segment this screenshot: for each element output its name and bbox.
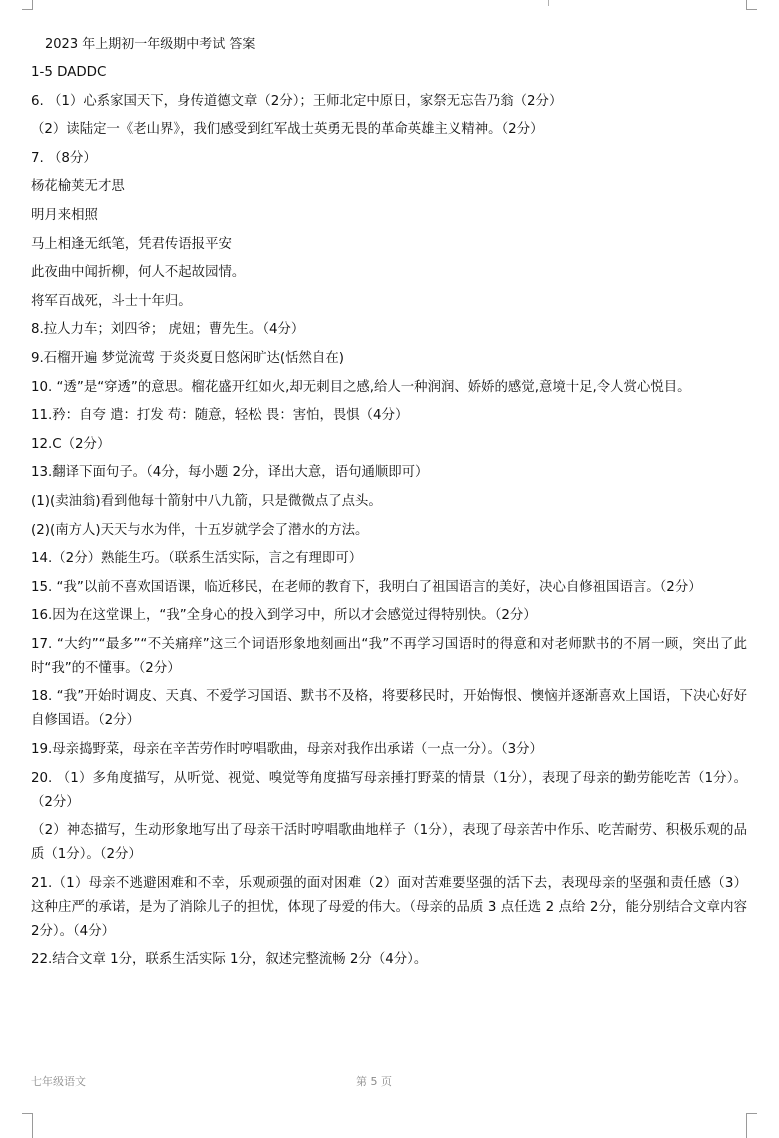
answer-line-mc: 1-5 DADDC [31, 65, 107, 80]
answer-line-21: 21.（1）母亲不逃避困难和不幸，乐观顽强的面对困难（2）面对苦难要坚强的活下去，表现母亲的坚强和责任感（3）这种庄严的承诺，是为了消除儿子的担忧，体现了母爱的伟大。（母亲的品质 3 点任选 2 点给 2分，能分别结合文章内容 2分）。（4分） [31, 875, 747, 939]
poem-line-2: 明月来相照 [31, 207, 98, 223]
answer-line-6-2: （2）读陆定一《老山界》，我们感受到红军战士英勇无畏的革命英雄主义精神。（2分） [31, 122, 544, 138]
answer-line-8: 8.拉人力车；刘四爷； 虎妞；曹先生。（4分） [31, 322, 305, 338]
answer-document [31, 33, 747, 972]
answer-line-22: 22.结合文章 1分，联系生活实际 1分，叙述完整流畅 2分（4分）。 [31, 952, 428, 968]
answer-line-16: 16.因为在这堂课上，“我”全身心的投入到学习中，所以才会感觉过得特别快。（2分） [31, 608, 537, 624]
poem-line-3: 马上相逢无纸笔，凭君传语报平安 [31, 236, 232, 252]
answer-line-17: 17. “大约”“最多”“不关痛痒”这三个词语形象地刻画出“我”不再学习国语时的得意和对老师默书的不屑一顾，突出了此时“我”的不懂事。（2分） [31, 636, 747, 676]
top-tick-mark [548, 0, 549, 6]
answer-line-19: 19.母亲捣野菜，母亲在辛苦劳作时哼唱歌曲，母亲对我作出承诺（一点一分）。（3分） [31, 742, 543, 758]
poem-line-1: 杨花榆荚无才思 [31, 179, 125, 195]
answer-line-12: 12.C（2分） [31, 436, 111, 452]
crop-mark-bottom-left [22, 1113, 33, 1138]
crop-mark-top-left [22, 0, 33, 10]
answer-line-13-2: (2)(南方人)天天与水为伴，十五岁就学会了潜水的方法。 [31, 522, 369, 538]
answer-line-20-2: （2）神态描写，生动形象地写出了母亲干活时哼唱歌曲地样子（1分），表现了母亲苦中作乐、吃苦耐劳、积极乐观的品质（1分）。（2分） [31, 823, 747, 863]
crop-mark-bottom-right [746, 1113, 757, 1138]
answer-line-15: 15. “我”以前不喜欢国语课，临近移民，在老师的教育下，我明白了祖国语言的美好，决心自修祖国语言。（2分） [31, 579, 702, 595]
answer-line-7: 7. （8分） [31, 150, 97, 166]
answer-line-13: 13.翻译下面句子。（4分，每小题 2分，译出大意，语句通顺即可） [31, 465, 429, 481]
answer-line-18: 18. “我”开始时调皮、天真、不爱学习国语、默书不及格，将要移民时，开始悔恨、懊恼并逐渐喜欢上国语，下决心好好自修国语。（2分） [31, 689, 747, 729]
crop-mark-top-right [746, 0, 757, 10]
poem-line-4: 此夜曲中闻折柳，何人不起故园情。 [31, 265, 246, 281]
footer-page-number: 第 5 页 [356, 1075, 392, 1088]
footer-subject: 七年级语文 [31, 1075, 86, 1088]
answer-line-11: 11.矜：自夸 遣：打发 苟：随意，轻松 畏：害怕，畏惧（4分） [31, 408, 409, 424]
answer-line-14: 14.（2分）熟能生巧。（联系生活实际，言之有理即可） [31, 551, 363, 567]
poem-line-5: 将军百战死，斗士十年归。 [31, 293, 192, 309]
answer-line-20-1: 20. （1）多角度描写，从听觉、视觉、嗅觉等角度描写母亲捶打野菜的情景（1分），表现了母亲的勤劳能吃苦（1分）。（2分） [31, 770, 747, 810]
answer-line-13-1: (1)(卖油翁)看到他每十箭射中八九箭，只是微微点了点头。 [31, 493, 382, 509]
answer-line-10: 10. “透”是“穿透”的意思。榴花盛开红如火,却无刺目之感,给人一种润润、娇娇的感觉,意境十足,令人赏心悦目。 [31, 379, 691, 395]
answer-line-6-1: 6. （1）心系家国天下，身传道德文章（2分）；王师北定中原日，家祭无忘告乃翁（2分） [31, 93, 563, 109]
answer-line-9: 9.石榴开遍 梦觉流莺 于炎炎夏日悠闲旷达(恬然自在) [31, 350, 344, 366]
page-title: 2023 年上期初一年级期中考试 答案 [45, 37, 256, 52]
